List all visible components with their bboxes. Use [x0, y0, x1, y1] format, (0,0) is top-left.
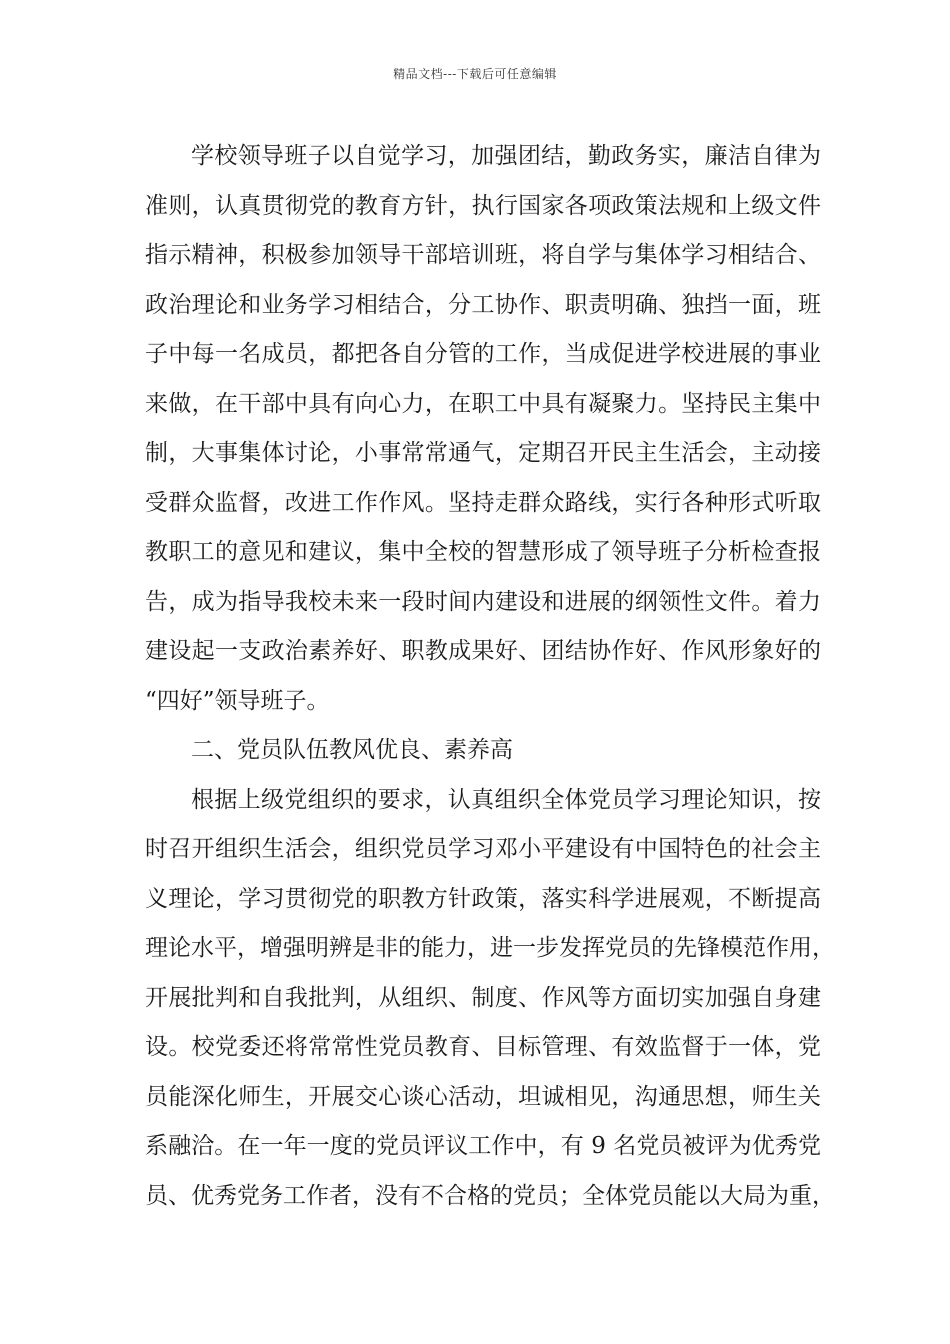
text-line: 政治理论和业务学习相结合，分工协作、职责明确、独挡一面，班: [145, 291, 821, 318]
text-line: 学校领导班子以自觉学习，加强团结，勤政务实，廉洁自律为: [191, 143, 821, 169]
text-line: 告，成为指导我校未来一段时间内建设和进展的纲领性文件。着力: [145, 588, 821, 615]
text-line: 制，大事集体讨论，小事常常通气，定期召开民主生活会，主动接: [145, 440, 821, 466]
page-header: 精品文档---下载后可任意编辑: [393, 67, 557, 81]
text-line: 来做，在干部中具有向心力，在职工中具有凝聚力。坚持民主集中: [145, 390, 821, 417]
text-line: 子中每一名成员，都把各自分管的工作，当成促进学校进展的事业: [145, 341, 821, 367]
text-line: 系融洽。在一年一度的党员评议工作中，有 9 名党员被评为优秀党: [145, 1133, 821, 1159]
text-line: 教职工的意见和建议，集中全校的智慧形成了领导班子分析检查报: [145, 539, 821, 565]
text-line: 受群众监督，改进工作作风。坚持走群众路线，实行各种形式听取: [145, 489, 821, 516]
text-line: “四好”领导班子。: [145, 687, 330, 714]
text-line: 理论水平，增强明辨是非的能力，进一步发挥党员的先锋模范作用，: [145, 935, 835, 961]
text-line: 建设起一支政治素养好、职教成果好、团结协作好、作风形象好的: [145, 638, 821, 664]
text-line: 根据上级党组织的要求，认真组织全体党员学习理论知识，按: [191, 786, 821, 813]
text-line: 准则，认真贯彻党的教育方针，执行国家各项政策法规和上级文件: [145, 192, 821, 219]
text-line: 开展批判和自我批判，从组织、制度、作风等方面切实加强自身建: [145, 984, 821, 1011]
text-line: 员能深化师生，开展交心谈心活动，坦诚相见，沟通思想，师生关: [145, 1083, 821, 1110]
text-line: 二、党员队伍教风优良、素养高: [191, 737, 513, 763]
text-line: 员、优秀党务工作者，没有不合格的党员；全体党员能以大局为重，: [145, 1182, 835, 1209]
text-line: 设。校党委还将常常性党员教育、目标管理、有效监督于一体，党: [145, 1034, 821, 1060]
text-line: 时召开组织生活会，组织党员学习邓小平建设有中国特色的社会主: [145, 836, 821, 862]
text-line: 指示精神，积极参加领导干部培训班，将自学与集体学习相结合、: [145, 242, 821, 268]
document-body: [145, 132, 835, 1221]
text-line: 义理论，学习贯彻党的职教方针政策，落实科学进展观，不断提高: [145, 885, 821, 912]
